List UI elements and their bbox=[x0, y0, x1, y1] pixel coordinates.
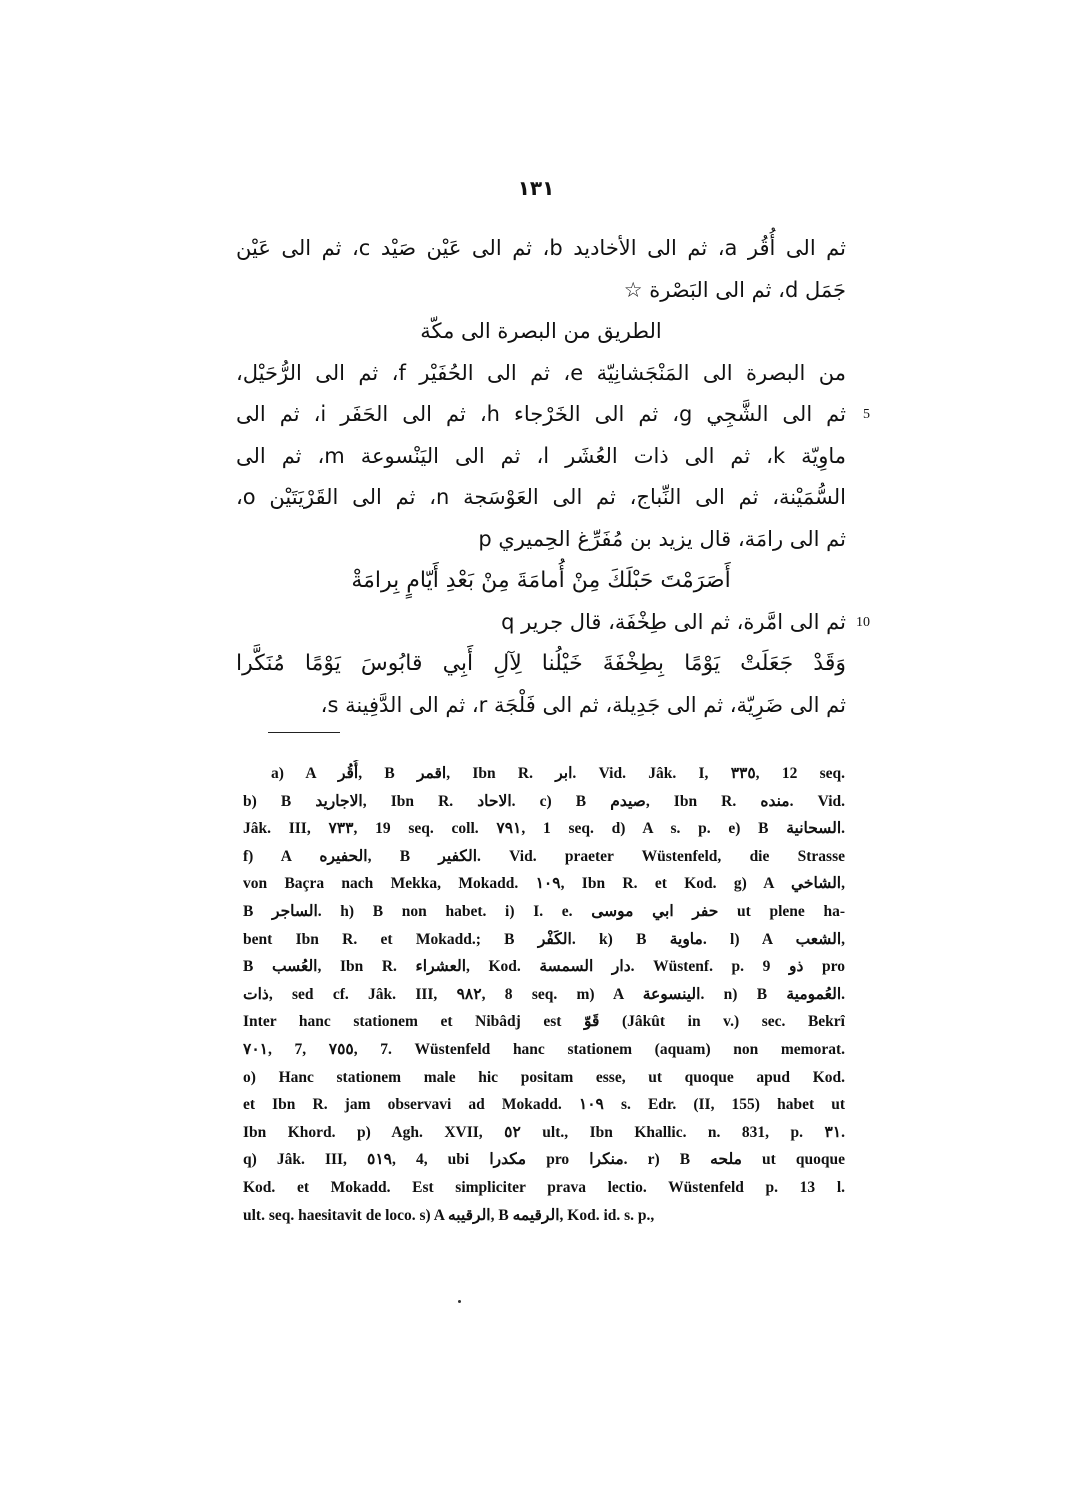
line-number-10: 10 bbox=[856, 614, 870, 630]
arabic-line-5-text: ثم الى الشَّجِي g، ثم الى الخَرْجاء h، ثم الى الحَفَر i، ثم الى bbox=[236, 402, 847, 426]
footnote-line: b) B الاجاريد, Ibn R. الاحاد. c) B صيدم, Ibn R. منده. Vid. bbox=[243, 792, 845, 810]
arabic-line-10-text: ثم الى امَّرة، ثم الى طِخْفَة، قال جرير q bbox=[501, 609, 846, 634]
arabic-line-4: من البصرة الى المَنْجَشانِيّة e، ثم الى الحُفَيْر f، ثم الى الرُّحَيْل، bbox=[236, 360, 847, 385]
arabic-line-1: ثم الى أُقُر a، ثم الى الأخاديد b، ثم الى عَيْن صَيْد c، ثم الى عَيْن bbox=[236, 236, 846, 260]
footnote-line: et Ibn R. jam observavi ad Mokadd. ١٠٩ s. Edr. (II, 155) habet ut bbox=[243, 1096, 845, 1114]
footnote-line: B الساجر. h) B non habet. i) I. e. حفر ابي موسى ut plene ha- bbox=[243, 902, 845, 920]
arabic-line-7: السُّمَيْنة، ثم الى النِّباج، ثم الى العَوْسَجة n، ثم الى القَرْيَتَيْن o، bbox=[236, 485, 847, 509]
footnote-line: Inter hanc stationem et Nibâdj est قَوّ (Jâkût in v.) sec. Bekrî bbox=[243, 1013, 845, 1031]
print-speck bbox=[458, 1300, 461, 1303]
section-heading: الطريق من البصرة الى مكّة bbox=[420, 319, 662, 343]
footnote-line: q) Jâk. III, ٥١٩, 4, ubi مكدرا pro منكرا. r) B ملحه ut quoque bbox=[243, 1151, 845, 1169]
arabic-line-2: جَمَل d، ثم الى البَصْرة ☆ bbox=[623, 277, 846, 302]
footnote-line: ذات, sed cf. Jâk. III, ٩٨٢, 8 seq. m) A الينسوعة. n) B العُمومية. bbox=[243, 985, 845, 1003]
verse-line-2: وَقَدْ جَعَلَتْ يَوْمًا بِطِخْفَةَ خَيْلُنا لِآلِ أَبِي قابُوسَ يَوْمًا مُنَكَّرا bbox=[236, 651, 846, 676]
footnote-line: o) Hanc stationem male hic positam esse, ut quoque apud Kod. bbox=[243, 1068, 845, 1086]
footnote-line: ult. seq. haesitavit de loco. s) A الرقيبه, B الرقيمه, Kod. id. s. p., bbox=[243, 1206, 655, 1224]
footnote-line: f) A الحفيره, B الكفير. Vid. praeter Wüstenfeld, die Strasse bbox=[243, 847, 845, 865]
footnote-separator bbox=[268, 732, 340, 733]
footnote-line: von Baçra nach Mekka, Mokadd. ١٠٩, Ibn R. et Kod. g) A الشاخي, bbox=[243, 875, 845, 893]
footnote-line: bent Ibn R. et Mokadd.; B الكَفْر. k) B ماوية. l) A الشعب, bbox=[243, 930, 845, 948]
footnote-line: a) A أُقُر, B اقمر, Ibn R. ابر. Vid. Jâk. I, ٣٣٥, 12 seq. bbox=[271, 765, 845, 782]
verse-line-1: أَصَرَمْتَ حَبْلَكَ مِنْ أُمامَةَ مِنْ بَعْدِ أَيّامٍ بِرامَةْ bbox=[351, 568, 731, 593]
arabic-main-text bbox=[236, 228, 870, 726]
arabic-line-12: ثم الى ضَرِيّة، ثم الى جَدِيلة، ثم الى فَلْجَة r، ثم الى الدَّفِينة s، bbox=[320, 692, 846, 717]
footnote-line: Jâk. III, ٧٣٣, 19 seq. coll. ٧٩١, 1 seq. d) A s. p. e) B السحانية. bbox=[243, 820, 845, 838]
footnotes bbox=[243, 760, 845, 1229]
arabic-line-8: ثم الى رامَة، قال يزيد بن مُفَرِّغ الحِميري p bbox=[478, 526, 846, 551]
arabic-line-6: ماوِيّة k، ثم الى ذات العُشَر l، ثم الى اليَنْسوعة m، ثم الى bbox=[236, 443, 846, 468]
footnote-line: Ibn Khord. p) Agh. XVII, ٥٢ ult., Ibn Khallic. n. 831, p. ٣١. bbox=[243, 1123, 845, 1141]
line-number-5: 5 bbox=[863, 407, 870, 422]
footnote-line: ٧٠١, 7, ٧٥٥, 7. Wüstenfeld hanc stationem (aquam) non memorat. bbox=[243, 1040, 845, 1058]
page-number: ١٣١ bbox=[517, 176, 555, 200]
arabic-line-10 bbox=[236, 602, 870, 644]
footnote-line: Kod. et Mokadd. Est simpliciter prava lectio. Wüstenfeld p. 13 l. bbox=[243, 1178, 845, 1196]
footnote-line: B العُسب, Ibn R. العشراء, Kod. دار السمسة. Wüstenf. p. 9 ذو pro bbox=[243, 958, 845, 976]
arabic-line-5 bbox=[236, 394, 870, 436]
